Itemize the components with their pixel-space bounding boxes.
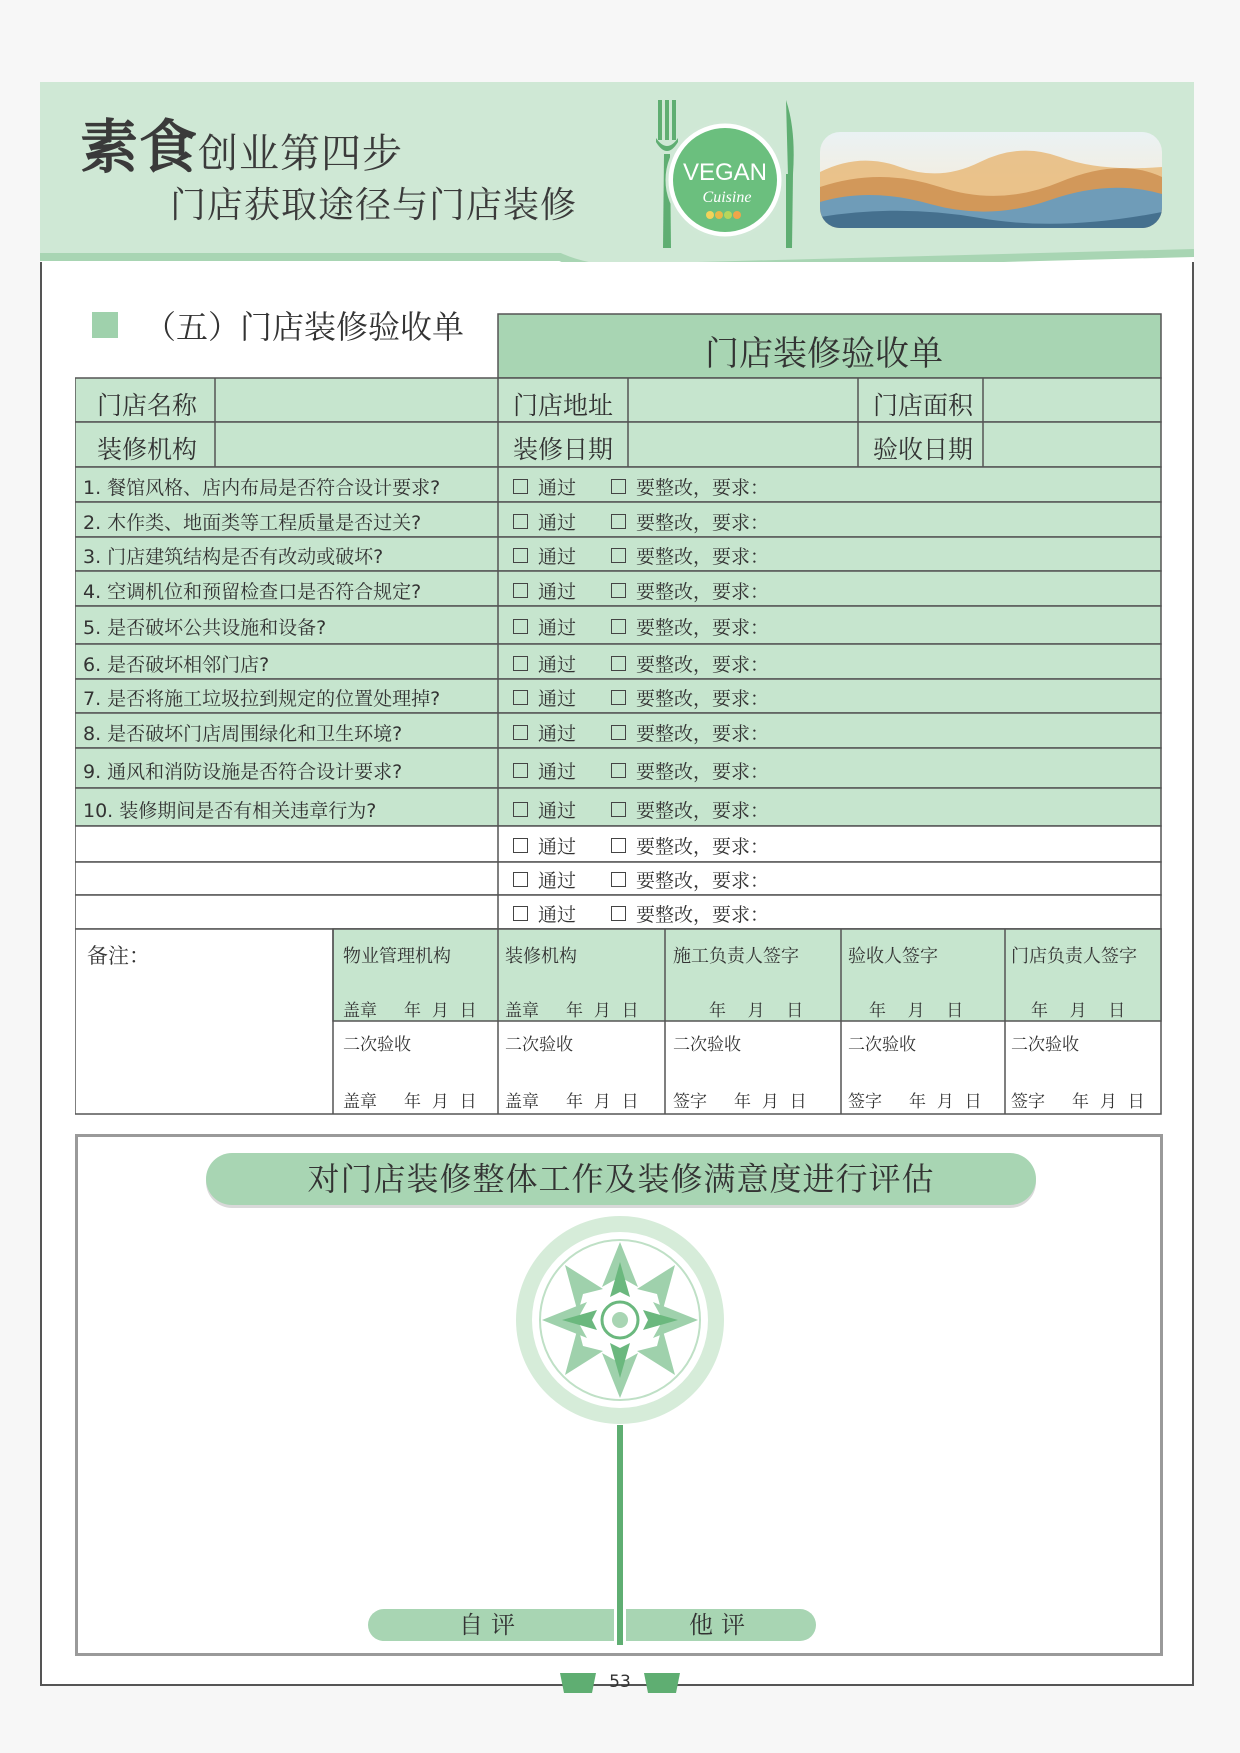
signer-construction-lead: 施工负责人签字 bbox=[673, 946, 799, 967]
remarks-label: 备注： bbox=[87, 944, 150, 968]
checkbox-rectify[interactable] bbox=[611, 872, 626, 887]
checkbox-rectify[interactable] bbox=[611, 479, 626, 494]
date-line: 盖章 年 月 日 bbox=[343, 1001, 477, 1021]
second-accept-label: 二次验收 bbox=[505, 1035, 573, 1055]
vegan-logo bbox=[640, 100, 820, 250]
flower-emblem-icon bbox=[78, 1137, 1160, 1653]
header-wave bbox=[40, 247, 1194, 262]
evaluation-banner: 对门店装修整体工作及装修满意度进行评估 bbox=[206, 1153, 1036, 1205]
page-number: 53 bbox=[609, 1672, 631, 1692]
label-store-name: 门店名称 bbox=[97, 391, 198, 420]
checkbox-pass[interactable] bbox=[513, 619, 528, 634]
option-row: 通过 要整改，要求： bbox=[513, 650, 769, 677]
checkbox-pass[interactable] bbox=[513, 906, 528, 921]
date-line: 年 月 日 bbox=[1031, 1001, 1126, 1021]
question-9: 9. 通风和消防设施是否符合设计要求? bbox=[83, 761, 403, 783]
checkbox-rectify[interactable] bbox=[611, 906, 626, 921]
question-1: 1. 餐馆风格、店内布局是否符合设计要求? bbox=[83, 477, 441, 499]
option-row: 通过 要整改，要求： bbox=[513, 577, 769, 604]
signer-store-manager: 门店负责人签字 bbox=[1011, 946, 1137, 967]
page-header bbox=[40, 82, 1194, 262]
date-line: 盖章 年 月 日 bbox=[343, 1092, 477, 1112]
question-10: 10. 装修期间是否有相关违章行为? bbox=[83, 800, 377, 822]
checkbox-rectify[interactable] bbox=[611, 514, 626, 529]
checkbox-pass[interactable] bbox=[513, 802, 528, 817]
checkbox-pass[interactable] bbox=[513, 583, 528, 598]
date-line: 盖章 年 月 日 bbox=[505, 1001, 639, 1021]
checkbox-rectify[interactable] bbox=[611, 548, 626, 563]
option-row: 通过 要整改，要求： bbox=[513, 757, 769, 784]
checkbox-rectify[interactable] bbox=[611, 802, 626, 817]
label-accept-date: 验收日期 bbox=[873, 435, 974, 464]
checkbox-pass[interactable] bbox=[513, 479, 528, 494]
signer-decor-org: 装修机构 bbox=[505, 946, 577, 967]
checkbox-rectify[interactable] bbox=[611, 763, 626, 778]
question-3: 3. 门店建筑结构是否有改动或破坏? bbox=[83, 546, 384, 568]
option-row: 通过 要整改，要求： bbox=[513, 508, 769, 535]
checkbox-pass[interactable] bbox=[513, 763, 528, 778]
question-6: 6. 是否破坏相邻门店? bbox=[83, 654, 270, 676]
mountain-landscape-image bbox=[820, 132, 1162, 228]
checkbox-rectify[interactable] bbox=[611, 725, 626, 740]
label-decor-date: 装修日期 bbox=[513, 435, 614, 464]
date-line: 年 月 日 bbox=[869, 1001, 964, 1021]
checkbox-pass[interactable] bbox=[513, 690, 528, 705]
checkbox-rectify[interactable] bbox=[611, 690, 626, 705]
page-title: 素食创业第四步 bbox=[80, 113, 404, 181]
date-line: 盖章 年 月 日 bbox=[505, 1092, 639, 1112]
option-row: 通过 要整改，要求： bbox=[513, 542, 769, 569]
checkbox-rectify[interactable] bbox=[611, 656, 626, 671]
question-7: 7. 是否将施工垃圾拉到规定的位置处理掉? bbox=[83, 688, 441, 710]
option-row: 通过 要整改，要求： bbox=[513, 473, 769, 500]
option-row: 通过 要整改，要求： bbox=[513, 613, 769, 640]
question-2: 2. 木作类、地面类等工程质量是否过关? bbox=[83, 512, 422, 534]
option-row: 通过 要整改，要求： bbox=[513, 866, 769, 893]
option-row: 通过 要整改，要求： bbox=[513, 719, 769, 746]
section-heading: （五）门店装修验收单 bbox=[92, 302, 464, 348]
option-row: 通过 要整改，要求： bbox=[513, 684, 769, 711]
checkbox-rectify[interactable] bbox=[611, 619, 626, 634]
other-eval-label: 他评 bbox=[626, 1609, 816, 1641]
acceptance-form-table bbox=[75, 312, 1162, 1124]
second-accept-label: 二次验收 bbox=[848, 1035, 916, 1055]
label-store-address: 门店地址 bbox=[513, 391, 614, 420]
self-eval-label: 自评 bbox=[368, 1609, 614, 1641]
checkbox-pass[interactable] bbox=[513, 838, 528, 853]
checkbox-pass[interactable] bbox=[513, 725, 528, 740]
signer-inspector: 验收人签字 bbox=[848, 946, 938, 967]
checkbox-rectify[interactable] bbox=[611, 583, 626, 598]
checkbox-pass[interactable] bbox=[513, 656, 528, 671]
page-subtitle: 门店获取途径与门店装修 bbox=[170, 185, 578, 226]
label-decor-org: 装修机构 bbox=[97, 435, 198, 464]
signer-property-mgmt: 物业管理机构 bbox=[343, 946, 451, 967]
date-line: 年 月 日 bbox=[709, 1001, 804, 1021]
second-accept-label: 二次验收 bbox=[673, 1035, 741, 1055]
checkbox-rectify[interactable] bbox=[611, 838, 626, 853]
page-number-badge bbox=[560, 1670, 680, 1696]
form-title: 门店装修验收单 bbox=[705, 334, 943, 374]
label-store-area: 门店面积 bbox=[873, 391, 974, 420]
knife-icon bbox=[786, 100, 794, 248]
option-row: 通过 要整改，要求： bbox=[513, 796, 769, 823]
svg-text:Cuisine: Cuisine bbox=[702, 189, 752, 206]
question-4: 4. 空调机位和预留检查口是否符合规定? bbox=[83, 581, 422, 603]
checkbox-pass[interactable] bbox=[513, 872, 528, 887]
option-row: 通过 要整改，要求： bbox=[513, 900, 769, 927]
svg-text:VEGAN: VEGAN bbox=[682, 159, 768, 186]
checkbox-pass[interactable] bbox=[513, 548, 528, 563]
question-5: 5. 是否破坏公共设施和设备? bbox=[83, 617, 327, 639]
second-accept-label: 二次验收 bbox=[343, 1035, 411, 1055]
evaluation-panel bbox=[75, 1134, 1163, 1656]
date-line: 签字 年 月 日 bbox=[848, 1092, 982, 1112]
date-line: 签字 年 月 日 bbox=[673, 1092, 807, 1112]
second-accept-label: 二次验收 bbox=[1011, 1035, 1079, 1055]
option-row: 通过 要整改，要求： bbox=[513, 832, 769, 859]
question-8: 8. 是否破坏门店周围绿化和卫生环境? bbox=[83, 723, 403, 745]
date-line: 签字 年 月 日 bbox=[1011, 1092, 1145, 1112]
checkbox-pass[interactable] bbox=[513, 514, 528, 529]
